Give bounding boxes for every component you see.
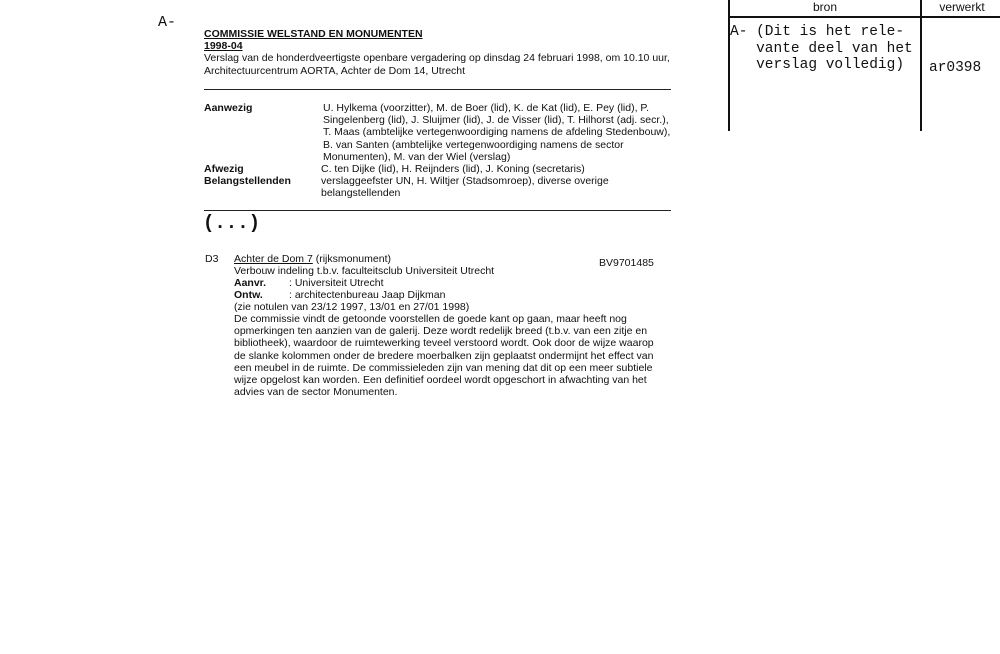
item-notes: (zie notulen van 23/12 1997, 13/01 en 27/01 1998) xyxy=(234,301,470,313)
stamp-col-source: bron xyxy=(812,0,838,14)
stamp-archive-code: ar0398 xyxy=(929,60,982,76)
document-number: 1998-04 xyxy=(204,40,243,52)
applicant-label: Aanvr. xyxy=(234,277,267,289)
document-title: COMMISSIE WELSTAND EN MONUMENTEN xyxy=(204,28,423,40)
item-reference: BV9701485 xyxy=(599,257,654,269)
item-code: D3 xyxy=(205,253,219,265)
document-intro: Verslag van de honderdveertigste openbare vergadering op dinsdag 24 februari 1998, om 10.10 uur, Architectuurcentrum AORTA, Achter de Dom 14, Utrecht xyxy=(204,52,670,77)
stakeholders-label: Belangstellenden xyxy=(204,175,291,187)
stamp-col-processed: verwerkt xyxy=(939,0,985,14)
stamp-column-divider xyxy=(920,0,922,131)
designer-label: Ontw. xyxy=(234,289,263,301)
corner-mark: A- xyxy=(158,14,177,31)
divider-top xyxy=(204,89,671,90)
divider-bottom xyxy=(204,210,671,211)
item-monument-type: (rijksmonument) xyxy=(312,253,391,265)
absent-list: C. ten Dijke (lid), H. Reijnders (lid), J. Koning (secretaris) xyxy=(321,163,585,175)
present-list: U. Hylkema (voorzitter), M. de Boer (lid), K. de Kat (lid), E. Pey (lid), P. Singelenberg (lid), J. Sluijmer (lid), J. de Visser (lid), T. Hilhorst (adj. secr.), T. Maas (ambtelijke vertegenwoordiging namens de afdeling Stedenbouw), B. van Santen (ambtelijke vertegenwoordiging namens de sector Monumenten), M. van der Wiel (verslag) xyxy=(323,102,671,163)
stakeholders-list: verslaggeefster UN, H. Wiltjer (Stadsomroep), diverse overige belangstellenden xyxy=(321,175,609,200)
item-body: De commissie vindt de getoonde voorstellen de goede kant op gaan, maar heeft nog opmerkingen ten aanzien van de galerij. Deze wordt redelijk breed (t.b.v. van een zitje en bibliotheek), waardoor de ruimtewerking teveel verstoord wordt. Ook door de wijze waarop de slanke kolommen onder de bredere moerbalken zijn geplaatst ondermijnt het effect van een meubel in de ruimte. De commissieleden zijn van mening dat dit op een meer subtiele wijze opgelost kan worden. Een definitief oordeel wordt opgeschort in afwachting van het advies van de sector Monumenten. xyxy=(234,313,654,399)
item-subtitle: Verbouw indeling t.b.v. faculteitsclub Universiteit Utrecht xyxy=(234,265,495,277)
absent-label: Afwezig xyxy=(204,163,244,175)
omission-mark: (...) xyxy=(203,212,261,234)
applicant-value: : Universiteit Utrecht xyxy=(289,277,384,289)
present-label: Aanwezig xyxy=(204,102,253,114)
designer-value: : architectenbureau Jaap Dijkman xyxy=(289,289,446,301)
item-address: Achter de Dom 7 xyxy=(234,253,313,265)
item-title xyxy=(234,253,391,265)
stamp-header-rule xyxy=(728,16,1000,18)
stamp-source-note: A- (Dit is het rele- vante deel van het verslag volledig) xyxy=(730,24,913,73)
